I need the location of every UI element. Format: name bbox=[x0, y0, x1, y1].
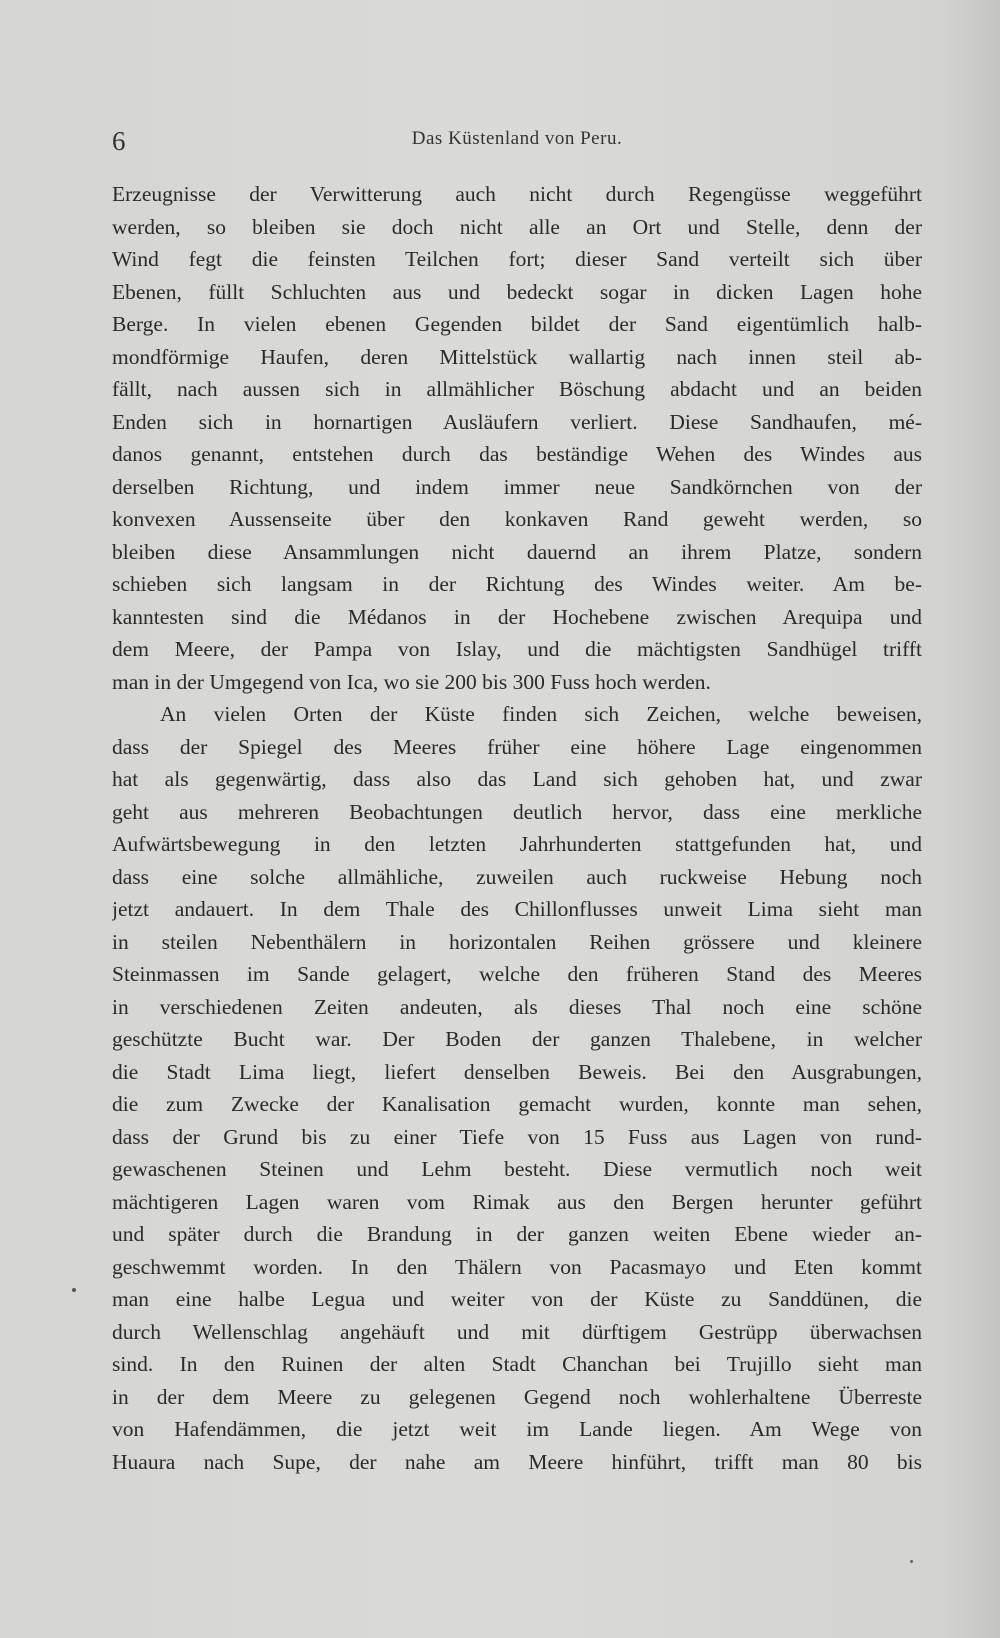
text-line: in steilen Nebenthälern in horizontalen Reihen grössere und kleinere bbox=[112, 929, 922, 954]
text-line: An vielen Orten der Küste finden sich Zeichen, welche beweisen, bbox=[160, 702, 922, 726]
text-line: Aufwärtsbewegung in den letzten Jahrhunderten stattgefunden hat, und bbox=[112, 832, 922, 856]
text-line: kanntesten sind die Médanos in der Hochebene zwischen Arequipa und bbox=[112, 604, 922, 629]
text-line: sind. In den Ruinen der alten Stadt Chanchan bei Trujillo sieht man bbox=[112, 1352, 922, 1376]
text-line: geschwemmt worden. In den Thälern von Pacasmayo und Eten kommt bbox=[112, 1254, 922, 1279]
text-line: die Stadt Lima liegt, liefert denselben Beweis. Bei den Ausgrabungen, bbox=[112, 1059, 922, 1084]
text-line: konvexen Aussenseite über den konkaven Rand geweht werden, so bbox=[112, 507, 922, 531]
text-line: hat als gegenwärtig, dass also das Land sich gehoben hat, und zwar bbox=[112, 767, 922, 791]
text-line: bleiben diese Ansammlungen nicht dauernd an ihrem Platze, sondern bbox=[112, 539, 922, 564]
text-line: man in der Umgegend von Ica, wo sie 200 bis 300 Fuss hoch werden. bbox=[112, 669, 711, 694]
text-line: Ebenen, füllt Schluchten aus und bedeckt sogar in dicken Lagen hohe bbox=[112, 279, 922, 304]
text-line: fällt, nach aussen sich in allmählicher Böschung abdacht und an beiden bbox=[112, 377, 922, 401]
text-line: mächtigeren Lagen waren vom Rimak aus den Bergen herunter geführt bbox=[112, 1189, 922, 1214]
text-line: und später durch die Brandung in der ganzen weiten Ebene wieder an- bbox=[112, 1222, 922, 1246]
text-line: in der dem Meere zu gelegenen Gegend noch wohlerhaltene Überreste bbox=[112, 1384, 922, 1409]
text-line: dass der Grund bis zu einer Tiefe von 15 Fuss aus Lagen von rund- bbox=[112, 1124, 922, 1149]
ink-speck bbox=[72, 1288, 76, 1292]
text-line: Berge. In vielen ebenen Gegenden bildet der Sand eigentümlich halb- bbox=[112, 312, 922, 336]
text-line: Erzeugnisse der Verwitterung auch nicht durch Regengüsse weggeführt bbox=[112, 182, 922, 206]
running-title: Das Küstenland von Peru. bbox=[411, 128, 623, 149]
text-line: jetzt andauert. In dem Thale des Chillonflusses unweit Lima sieht man bbox=[112, 897, 922, 921]
page-header bbox=[112, 122, 922, 162]
text-line: mondförmige Haufen, deren Mittelstück wallartig nach innen steil ab- bbox=[112, 344, 922, 369]
text-line: die zum Zwecke der Kanalisation gemacht wurden, konnte man sehen, bbox=[112, 1092, 922, 1116]
page-number: 6 bbox=[112, 126, 126, 156]
text-line: Steinmassen im Sande gelagert, welche den früheren Stand des Meeres bbox=[112, 962, 922, 986]
text-line: gewaschenen Steinen und Lehm besteht. Diese vermutlich noch weit bbox=[112, 1157, 922, 1181]
text-line: schieben sich langsam in der Richtung des Windes weiter. Am be- bbox=[112, 572, 922, 596]
text-line: dem Meere, der Pampa von Islay, und die mächtigsten Sandhügel trifft bbox=[112, 637, 922, 661]
text-line: werden, so bleiben sie doch nicht alle an Ort und Stelle, denn der bbox=[112, 214, 922, 239]
text-line: dass eine solche allmähliche, zuweilen auch ruckweise Hebung noch bbox=[112, 864, 922, 889]
text-line: in verschiedenen Zeiten andeuten, als dieses Thal noch eine schöne bbox=[112, 994, 922, 1019]
text-line: geschützte Bucht war. Der Boden der ganzen Thalebene, in welcher bbox=[112, 1027, 922, 1051]
text-line: dass der Spiegel des Meeres früher eine höhere Lage eingenommen bbox=[112, 734, 922, 759]
text-line: derselben Richtung, und indem immer neue Sandkörnchen von der bbox=[112, 474, 922, 499]
body-text bbox=[112, 178, 922, 1478]
text-line: Huaura nach Supe, der nahe am Meere hinführt, trifft man 80 bis bbox=[112, 1449, 922, 1474]
text-line: durch Wellenschlag angehäuft und mit dürftigem Gestrüpp überwachsen bbox=[112, 1319, 922, 1344]
text-line: von Hafendämmen, die jetzt weit im Lande liegen. Am Wege von bbox=[112, 1417, 922, 1441]
text-line: man eine halbe Legua und weiter von der Küste zu Sanddünen, die bbox=[112, 1287, 922, 1311]
text-line: geht aus mehreren Beobachtungen deutlich hervor, dass eine merkliche bbox=[112, 799, 922, 824]
ink-speck bbox=[910, 1560, 913, 1563]
text-line: danos genannt, entstehen durch das beständige Wehen des Windes aus bbox=[112, 442, 922, 466]
text-line: Wind fegt die feinsten Teilchen fort; dieser Sand verteilt sich über bbox=[112, 247, 922, 271]
text-line: Enden sich in hornartigen Ausläufern verliert. Diese Sandhaufen, mé- bbox=[112, 409, 922, 434]
